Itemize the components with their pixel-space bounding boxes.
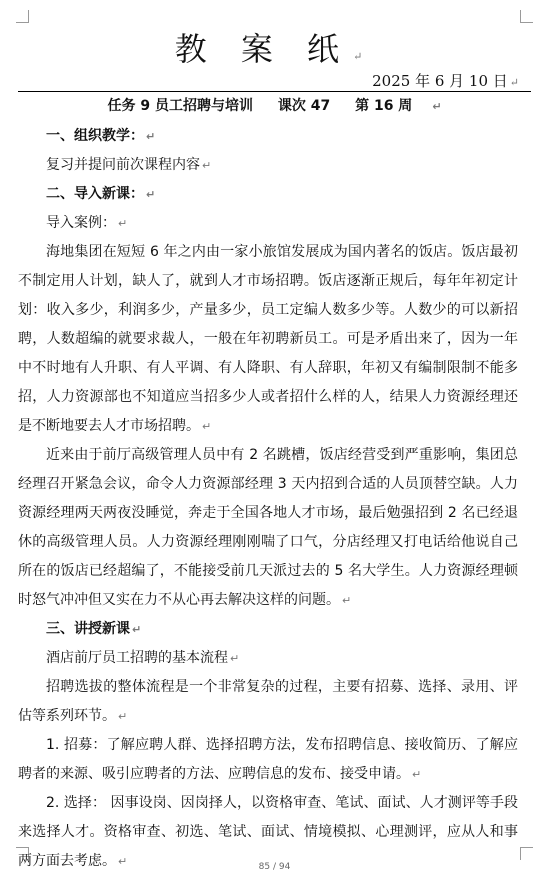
paragraph-mark-icon: ↵ (118, 855, 128, 868)
page-title (0, 24, 549, 70)
crop-mark-bottom-right (520, 847, 533, 860)
paragraph-mark-icon: ↵ (432, 100, 442, 113)
case-paragraph: 海地集团在短短 6 年之内由一家小旅馆发展成为国内著名的饭店。饭店最初不制定用人计划，缺人了，就到人才市场招聘。饭店逐渐正规后，每年年初定计划：收入多少，利润多少，产量多少，员工定编人数多少等。人数少的可以新招聘，人数超编的就要求裁人，一般在年初聘新员工。可是矛盾出来了，因为一年中不时地有人升职、有人平调、有人降职、有人辞职，年初又有编制限制不能多招，人力资源部也不知道应当招多少人或者招什么样的人，结果人力资源经理还是不断地要去人才市场招聘。 ↵ (18, 244, 518, 434)
case-paragraph: 近来由于前厅高级管理人员中有 2 名跳槽，饭店经营受到严重影响，集团总经理召开紧急会议，命令人力资源部经理 3 天内招到合适的人员顶替空缺。人力资源经理两天两夜没睡觉，奔走于全国各地人才市场，最后勉强招到 2 名已经退休的高级管理人员。人力资源经理刚刚喘了口气，分店经理又打电话给他说自己所在的饭店已经超编了，不能接受前几天派过去的 5 名大学生。人力资源经理顿时怒气冲冲但又实在力不从心再去解决这样的问题。 ↵ (18, 447, 518, 608)
paragraph: 复习并提问前次课程内容 ↵ (46, 157, 212, 173)
week-number: 第 16 周 (355, 98, 413, 114)
page-title-text: 教 案 纸 (174, 30, 352, 68)
paragraph: 招聘选拔的整体流程是一个非常复杂的过程，主要有招募、选择、录用、评估等系列环节。 ↵ (18, 679, 518, 724)
paragraph: 导入案例： ↵ (46, 215, 128, 231)
paragraph-mark-icon: ↵ (342, 594, 352, 607)
task-name: 任务 9 员工招聘与培训 (107, 98, 253, 114)
paragraph-mark-icon: ↵ (509, 76, 519, 89)
paragraph-mark-icon: ↵ (353, 50, 375, 63)
paragraph-mark-icon: ↵ (230, 652, 240, 665)
paragraph-mark-icon: ↵ (118, 710, 128, 723)
paragraph-mark-icon: ↵ (202, 420, 212, 433)
section-heading: 二、导入新课： ↵ (46, 186, 156, 202)
paragraph: 酒店前厅员工招聘的基本流程 ↵ (46, 650, 240, 666)
date-text: 2025 年 6 月 10 日 (372, 72, 508, 90)
lesson-body (18, 122, 518, 876)
section-heading: 一、组织教学： ↵ (46, 128, 156, 144)
section-heading: 三、讲授新课 ↵ (46, 621, 142, 637)
paragraph-mark-icon: ↵ (412, 768, 422, 781)
paragraph-mark-icon: ↵ (202, 159, 212, 172)
page-number: 85 / 94 (258, 862, 291, 872)
list-item: 2. 选择： 因事设岗、因岗择人，以资格审查、笔试、面试、人才测评等手段来选择人才。资格审查、初选、笔试、面试、情境模拟、心理测评，应从人和事两方面去考虑。 ↵ (18, 795, 518, 869)
crop-mark-top-left (16, 10, 29, 23)
document-date (372, 70, 519, 91)
header-rule (18, 91, 531, 92)
list-item: 1. 招募：了解应聘人群、选择招聘方法，发布招聘信息、接收简历、了解应聘者的来源、吸引应聘者的方法、应聘信息的发布、接受申请。 ↵ (18, 737, 518, 782)
paragraph-mark-icon: ↵ (118, 217, 128, 230)
crop-mark-top-right (520, 10, 533, 23)
lesson-number: 课次 47 (277, 98, 331, 114)
paragraph-mark-icon: ↵ (146, 130, 156, 143)
task-line (0, 95, 549, 115)
paragraph-mark-icon: ↵ (132, 623, 142, 636)
paragraph-mark-icon: ↵ (146, 188, 156, 201)
